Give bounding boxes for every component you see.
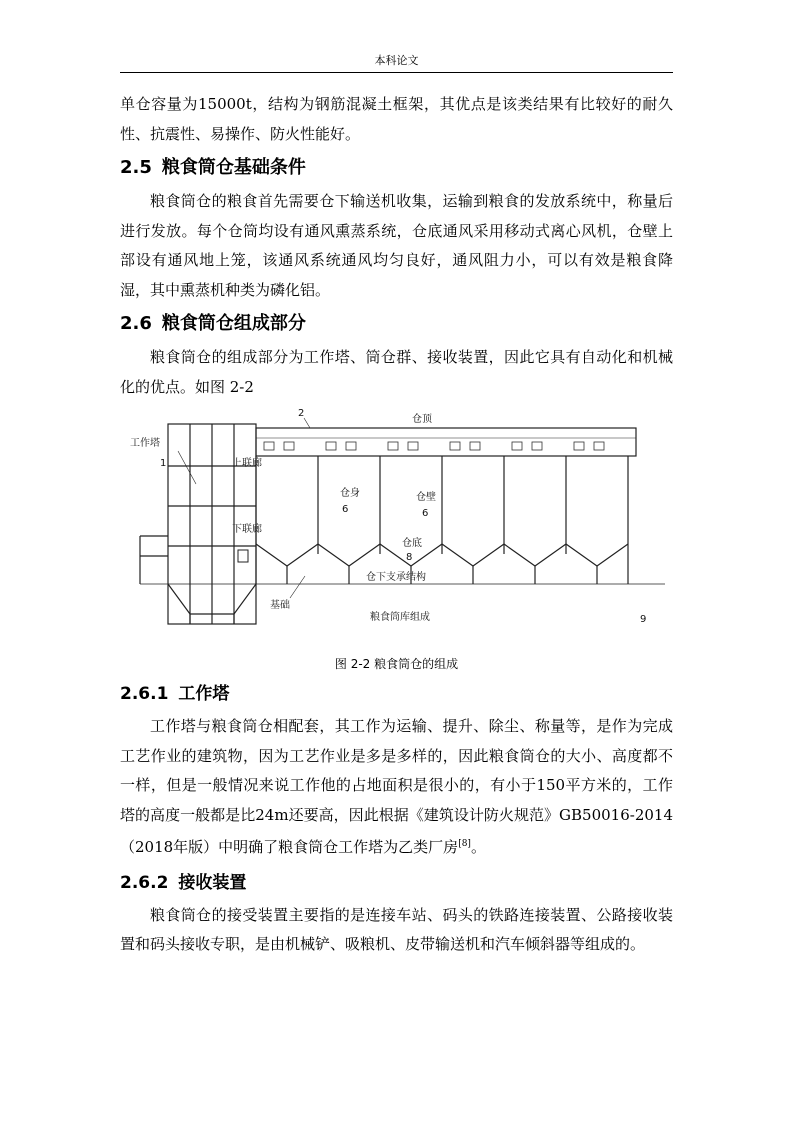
citation-reference[interactable]: [8]: [458, 839, 471, 849]
section-2-6-2-paragraph: 粮食筒仓的接受装置主要指的是连接车站、码头的铁路连接装置、公路接收装置和码头接收专职，是由机械铲、吸粮机、皮带输送机和汽车倾斜器等组成的。: [120, 905, 673, 953]
section-heading-2-5: [120, 153, 673, 183]
silo-composition-figure: [120, 406, 673, 638]
section-number: 2.6: [120, 313, 152, 334]
roof-windows: [264, 442, 604, 450]
label-body: 仓身: [340, 488, 360, 499]
section-heading-2-6-1: [120, 680, 673, 708]
label-tower: 工作塔: [130, 438, 160, 449]
section-number: 2.5: [120, 157, 152, 178]
label-wall: 仓壁: [416, 492, 436, 503]
silo-diagram: [120, 406, 673, 638]
label-n6b: 6: [422, 508, 429, 519]
header-rule: [120, 72, 673, 73]
paragraph-text: 工作塔与粮食筒仓相配套，其工作为运输、提升、除尘、称量等，是作为完成工艺作业的建筑物，因为工艺作业是多是多样的，因此粮食筒仓的大小、高度都不一样，但是一般情况来说工作他的占地面积是很小的，有小于150平方米的，工作塔的高度一般都是比24m还要高，因此根据《建筑设计防火规范》GB50016-2014（2018年版）中明确了粮食筒仓工作塔为乙类厂房: [120, 717, 673, 856]
figure-caption: 图 2-2 粮食筒仓的组成: [334, 657, 459, 671]
label-composition: 粮食筒库组成: [370, 612, 430, 623]
label-roof: 仓顶: [412, 414, 432, 425]
section-title: 接收装置: [178, 872, 247, 893]
label-n9: 9: [640, 614, 647, 625]
section-title: 粮食筒仓基础条件: [161, 157, 306, 178]
paragraph-end: 。: [470, 838, 486, 856]
label-support: 仓下支承结构: [366, 572, 426, 583]
label-n1: 1: [160, 458, 167, 469]
section-2-5-paragraph: 粮食筒仓的粮食首先需要仓下输送机收集，运输到粮食的发放系统中，称量后进行发放。每个仓筒均设有通风熏蒸系统，仓底通风采用移动式离心风机，仓壁上部设有通风地上笼，该通风系统通风均匀良好，通风阻力小，可以有效是粮食降湿，其中熏蒸机种类为磷化铝。: [120, 192, 673, 299]
section-2-6-1-paragraph: [120, 712, 673, 863]
section-heading-2-6-2: [120, 869, 673, 897]
section-heading-2-6: [120, 309, 673, 339]
label-n8: 8: [406, 552, 413, 563]
section-title: 工作塔: [178, 684, 230, 704]
page-header: 本科论文: [374, 54, 419, 67]
section-number: 2.6.2: [120, 872, 169, 893]
intro-paragraph: 单仓容量为15000t，结构为钢筋混凝土框架，其优点是该类结果有比较好的耐久性、抗震性、易操作、防火性能好。: [120, 95, 673, 143]
label-upper-gallery: 上联廊: [232, 458, 262, 469]
section-2-6-paragraph: 粮食筒仓的组成部分为工作塔、筒仓群、接收装置，因此它具有自动化和机械化的优点。如图 2-2: [120, 348, 673, 396]
label-bottom: 仓底: [402, 538, 422, 549]
section-title: 粮食筒仓组成部分: [161, 313, 306, 334]
label-n6a: 6: [342, 504, 349, 515]
label-n2: 2: [298, 408, 305, 419]
label-lower-gallery: 下联廊: [232, 524, 262, 535]
page-content: [120, 90, 673, 960]
label-foundation: 基础: [270, 600, 290, 611]
section-number: 2.6.1: [120, 684, 169, 704]
